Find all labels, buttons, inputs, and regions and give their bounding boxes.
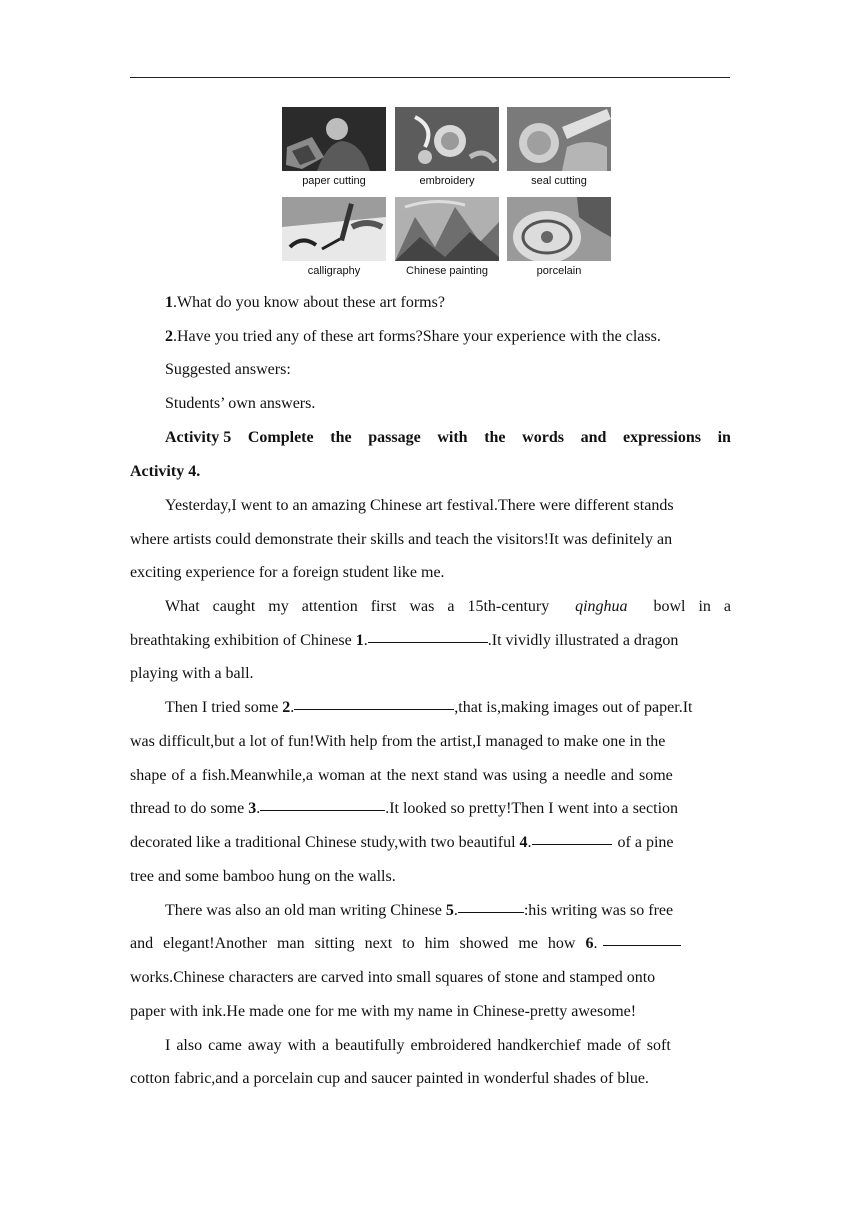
text-span: bowl in a — [653, 598, 731, 615]
blank-number: 4 — [519, 834, 528, 851]
blank-number: 5 — [445, 902, 454, 919]
blank-2[interactable] — [294, 695, 454, 710]
p3-line: decorated like a traditional Chinese study,with two beautiful 4. of a pine — [130, 826, 731, 860]
heading-word: and — [580, 429, 607, 446]
p3-line: thread to do some 3. .It looked so pretty!Then I went into a section — [130, 792, 731, 826]
heading-word: in — [717, 429, 731, 446]
paper-cutting-photo — [282, 107, 386, 171]
p5-line: I also came away with a beautifully embroidered handkerchief made of soft — [165, 1037, 671, 1054]
calligraphy-photo — [282, 197, 386, 261]
heading-word: Complete — [247, 429, 314, 446]
question-text: .What do you know about these art forms? — [173, 294, 445, 311]
gallery-item-embroidery — [395, 107, 499, 187]
text-span: Then I tried some — [165, 699, 279, 716]
p5-line: cotton fabric,and a porcelain cup and saucer painted in wonderful shades of blue. — [130, 1070, 649, 1087]
text-span: thread to do some — [130, 800, 245, 817]
text-span: .It looked so pretty!Then I went into a section — [385, 800, 679, 817]
question-2 — [130, 320, 731, 354]
suggested-answers-label: Suggested answers: — [165, 361, 291, 378]
p1-line: exciting experience for a foreign student like me. — [130, 564, 445, 581]
text-span: of a pine — [617, 834, 674, 851]
activity-heading — [130, 421, 731, 455]
p3-line: tree and some bamboo hung on the walls. — [130, 868, 396, 885]
embroidery-photo — [395, 107, 499, 171]
text-span: and elegant!Another man sitting next to him showed me how — [130, 935, 576, 952]
gallery-caption: paper cutting — [302, 175, 366, 187]
gallery-caption: seal cutting — [531, 175, 587, 187]
heading-word: with — [437, 429, 468, 446]
gallery-item-chinese-painting — [395, 197, 499, 277]
heading-word: the — [330, 429, 352, 446]
blank-number: 3 — [248, 800, 257, 817]
question-1 — [130, 286, 731, 320]
heading-word: words — [522, 429, 564, 446]
blank-number: 6 — [585, 935, 594, 952]
text-span: decorated like a traditional Chinese study,with two beautiful — [130, 834, 516, 851]
text-span: ,that is,making images out of paper.It — [454, 699, 693, 716]
porcelain-photo — [507, 197, 611, 261]
gallery-caption: Chinese painting — [406, 265, 488, 277]
gallery-item-porcelain — [507, 197, 611, 277]
gallery-item-seal-cutting — [507, 107, 611, 187]
p4-line: works.Chinese characters are carved into small squares of stone and stamped onto — [130, 969, 656, 986]
activity-heading-cont: Activity 4. — [130, 463, 201, 480]
heading-word: the — [484, 429, 506, 446]
p3-line: Then I tried some 2. ,that is,making images out of paper.It — [130, 691, 731, 725]
p4-line: paper with ink.He made one for me with my name in Chinese-pretty awesome! — [130, 1003, 637, 1020]
heading-word: Activity 5 — [165, 429, 232, 446]
blank-6[interactable] — [603, 931, 681, 946]
gallery-caption: calligraphy — [307, 265, 361, 277]
italic-term: qinghua — [575, 598, 628, 615]
gallery-caption: porcelain — [536, 265, 582, 277]
p4-line: There was also an old man writing Chinese 5. :his writing was so free — [130, 894, 731, 928]
blank-number: 1 — [355, 632, 364, 649]
gallery-item-paper-cutting — [282, 107, 386, 187]
text-span: There was also an old man writing Chinese — [165, 902, 442, 919]
heading-word: expressions — [623, 429, 701, 446]
question-number: 2 — [165, 328, 173, 345]
blank-3[interactable] — [260, 796, 385, 811]
seal-cutting-photo — [507, 107, 611, 171]
p2-line: breathtaking exhibition of Chinese 1. .It vividly illustrated a dragon — [130, 624, 731, 658]
p1-line: where artists could demonstrate their skills and teach the visitors!It was definitely an — [130, 531, 673, 548]
blank-1[interactable] — [368, 628, 488, 643]
gallery-caption: embroidery — [419, 175, 475, 187]
text-span: breathtaking exhibition of Chinese — [130, 632, 352, 649]
blank-4[interactable] — [532, 830, 612, 845]
p3-line: shape of a fish.Meanwhile,a woman at the next stand was using a needle and some — [130, 767, 673, 784]
text-span: .It vividly illustrated a dragon — [487, 632, 679, 649]
text-span: :his writing was so free — [523, 902, 674, 919]
p1-line: Yesterday,I went to an amazing Chinese art festival.There were different stands — [165, 497, 674, 514]
p2-line — [130, 590, 731, 624]
text-span: What caught my attention first was a 15th-century — [165, 598, 550, 615]
heading-word: passage — [368, 429, 421, 446]
suggested-answer: Students’ own answers. — [165, 395, 316, 412]
question-number: 1 — [165, 294, 173, 311]
p3-line: was difficult,but a lot of fun!With help from the artist,I managed to make one in the — [130, 733, 666, 750]
blank-5[interactable] — [458, 898, 524, 913]
chinese-painting-photo — [395, 197, 499, 261]
p2-line: playing with a ball. — [130, 665, 254, 682]
gallery-item-calligraphy — [282, 197, 386, 277]
blank-number: 2 — [282, 699, 291, 716]
question-text: .Have you tried any of these art forms?Share your experience with the class. — [173, 328, 661, 345]
p4-line: and elegant!Another man sitting next to him showed me how 6. — [130, 927, 731, 961]
header-rule — [130, 77, 730, 78]
